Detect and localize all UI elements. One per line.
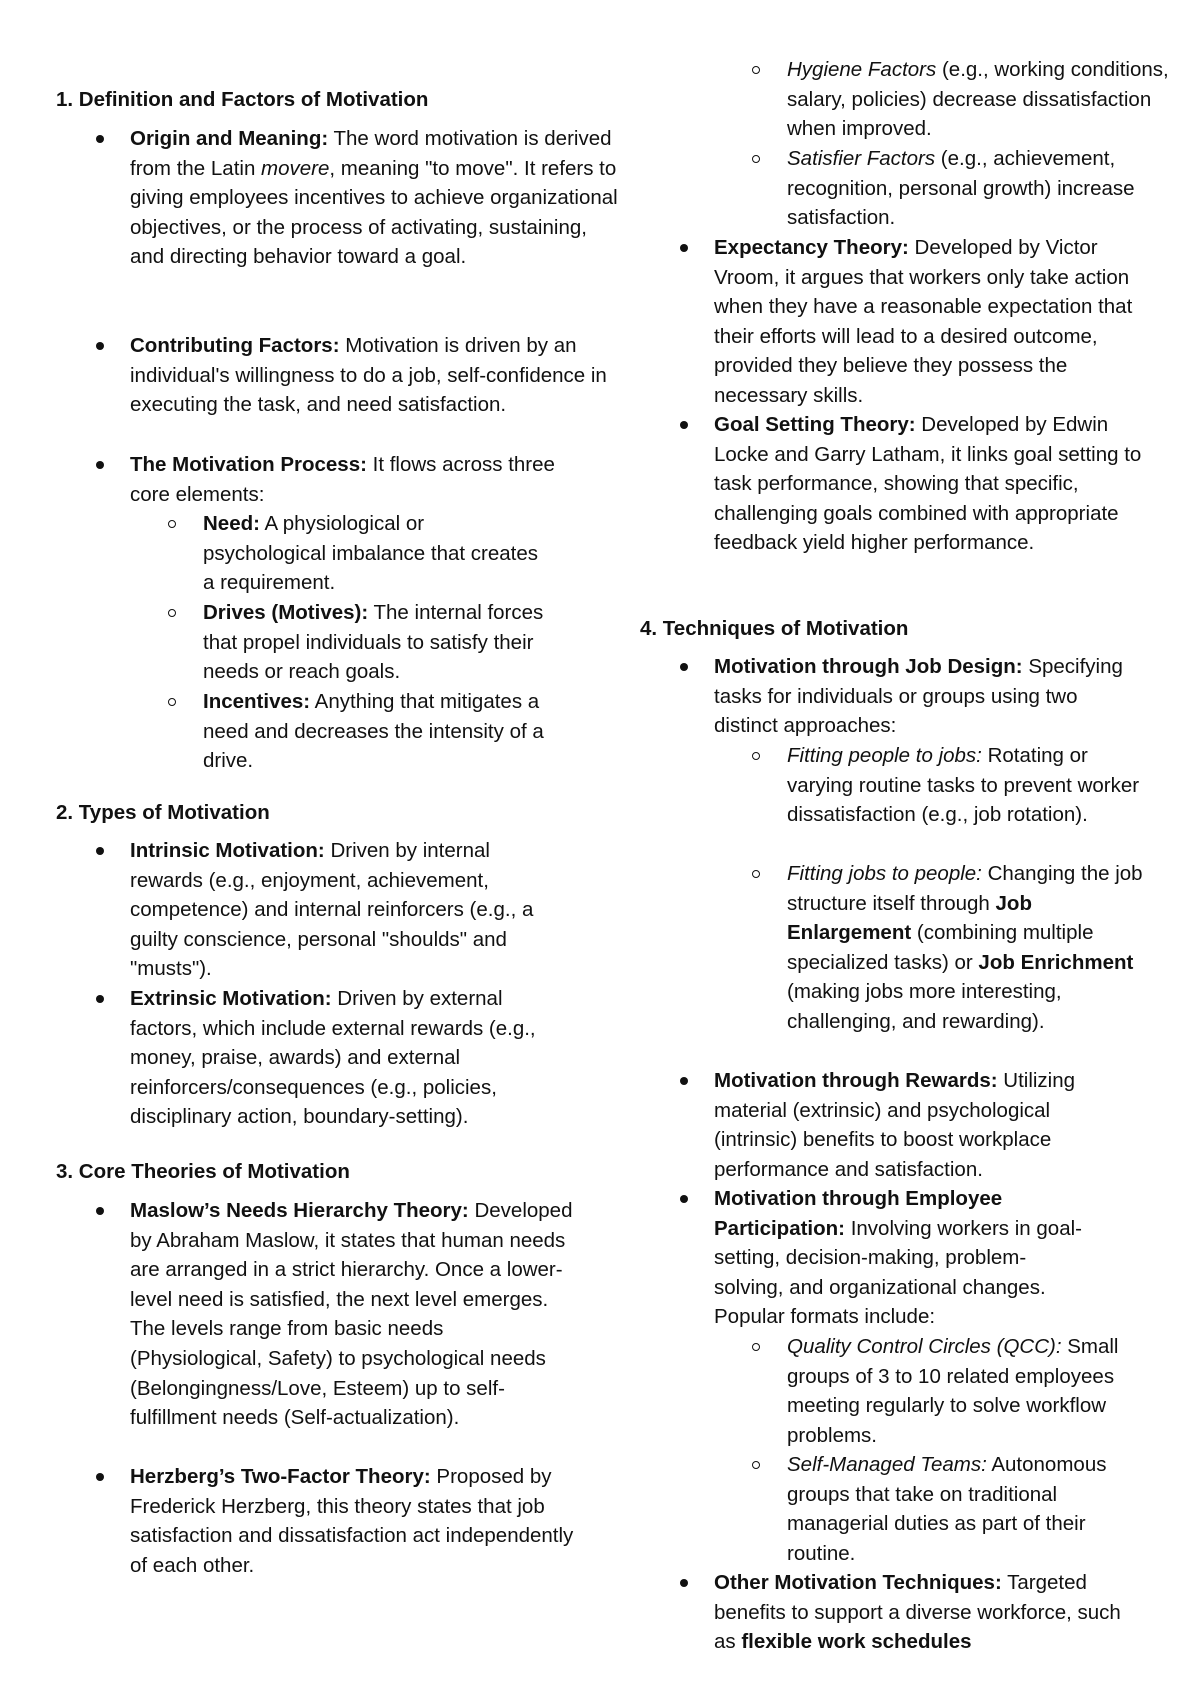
list-item-extrinsic: Extrinsic Motivation: Driven by external factors, which include external rewards (e.g., money, praise, awards) and external reinforcers/consequences (e.g., policies, disciplinary action, boundary-setting). <box>130 984 565 1132</box>
section-heading-techniques: 4. Techniques of Motivation <box>640 617 909 640</box>
bullet-icon <box>680 1579 688 1587</box>
list-item-motivation-process: The Motivation Process: It flows across three core elements: <box>130 450 600 509</box>
hollow-bullet-icon <box>752 66 760 74</box>
hollow-bullet-icon <box>752 1343 760 1351</box>
list-item-origin: Origin and Meaning: The word motivation is derived from the Latin movere, meaning "to move". It refers to giving employees incentives to achieve organizational objectives, or the process of activating, sustaining, and directing behavior toward a goal. <box>130 124 625 272</box>
hollow-bullet-icon <box>752 870 760 878</box>
list-item-other-techniques: Other Motivation Techniques: Targeted benefits to support a diverse workforce, such as flexible work schedules <box>714 1568 1134 1657</box>
bullet-icon <box>96 461 104 469</box>
sub-item-quality-control-circles: Quality Control Circles (QCC): Small groups of 3 to 10 related employees meeting regularly to solve workflow problems. <box>787 1332 1157 1450</box>
bullet-icon <box>96 847 104 855</box>
list-item-herzberg: Herzberg’s Two-Factor Theory: Proposed by Frederick Herzberg, this theory states that job satisfaction and dissatisfaction act independently of each other. <box>130 1462 575 1580</box>
section-heading-definition: 1. Definition and Factors of Motivation <box>56 88 429 111</box>
sub-item-incentives: Incentives: Anything that mitigates a need and decreases the intensity of a drive. <box>203 687 553 776</box>
sub-item-hygiene-factors: Hygiene Factors (e.g., working conditions, salary, policies) decrease dissatisfaction when improved. <box>787 55 1182 144</box>
bullet-icon <box>96 342 104 350</box>
bullet-icon <box>96 995 104 1003</box>
bullet-icon <box>680 663 688 671</box>
list-item-expectancy-theory: Expectancy Theory: Developed by Victor Vroom, it argues that workers only take action when they have a reasonable expectation that their efforts will lead to a desired outcome, provided they believe they possess the necessary skills. <box>714 233 1164 411</box>
list-item-intrinsic: Intrinsic Motivation: Driven by internal rewards (e.g., enjoyment, achievement, competence) and internal reinforcers (e.g., a guilty conscience, personal "shoulds" and "musts"). <box>130 836 565 984</box>
sub-item-satisfier-factors: Satisfier Factors (e.g., achievement, recognition, personal growth) increase satisfaction. <box>787 144 1162 233</box>
sub-item-self-managed-teams: Self-Managed Teams: Autonomous groups that take on traditional managerial duties as part of their routine. <box>787 1450 1152 1568</box>
list-item-maslow: Maslow’s Needs Hierarchy Theory: Developed by Abraham Maslow, it states that human needs are arranged in a strict hierarchy. Once a lower-level need is satisfied, the next level emerges. The levels range from basic needs (Physiological, Safety) to psychological needs (Belongingness/Love, Esteem) up to self-fulfillment needs (Self-actualization). <box>130 1196 575 1433</box>
list-item-contributing-factors: Contributing Factors: Motivation is driven by an individual's willingness to do a job, self-confidence in executing the task, and need satisfaction. <box>130 331 620 420</box>
bullet-icon <box>96 1207 104 1215</box>
sub-item-fitting-jobs-to-people: Fitting jobs to people: Changing the job structure itself through Job Enlargement (combining multiple specialized tasks) or Job Enrichment (making jobs more interesting, challenging, and rewarding). <box>787 859 1152 1037</box>
hollow-bullet-icon <box>752 752 760 760</box>
hollow-bullet-icon <box>752 1461 760 1469</box>
hollow-bullet-icon <box>168 698 176 706</box>
sub-item-need: Need: A physiological or psychological imbalance that creates a requirement. <box>203 509 543 598</box>
hollow-bullet-icon <box>168 609 176 617</box>
list-item-job-design: Motivation through Job Design: Specifying tasks for individuals or groups using two distinct approaches: <box>714 652 1144 741</box>
bullet-icon <box>96 135 104 143</box>
hollow-bullet-icon <box>168 520 176 528</box>
hollow-bullet-icon <box>752 155 760 163</box>
bullet-icon <box>680 1195 688 1203</box>
section-heading-types: 2. Types of Motivation <box>56 801 270 824</box>
list-item-employee-participation: Motivation through Employee Participation: Involving workers in goal-setting, decision-making, problem-solving, and organizational changes. Popular formats include: <box>714 1184 1089 1332</box>
list-item-rewards: Motivation through Rewards: Utilizing material (extrinsic) and psychological (intrinsic) benefits to boost workplace performance and satisfaction. <box>714 1066 1129 1184</box>
bullet-icon <box>680 1077 688 1085</box>
sub-item-fitting-people-to-jobs: Fitting people to jobs: Rotating or varying routine tasks to prevent worker dissatisfaction (e.g., job rotation). <box>787 741 1142 830</box>
section-heading-theories: 3. Core Theories of Motivation <box>56 1160 350 1183</box>
bullet-icon <box>96 1473 104 1481</box>
bullet-icon <box>680 421 688 429</box>
list-item-goal-setting-theory: Goal Setting Theory: Developed by Edwin Locke and Garry Latham, it links goal setting to task performance, showing that specific, challenging goals combined with appropriate feedback yield higher performance. <box>714 410 1159 558</box>
sub-item-drives: Drives (Motives): The internal forces that propel individuals to satisfy their needs or reach goals. <box>203 598 553 687</box>
bullet-icon <box>680 244 688 252</box>
